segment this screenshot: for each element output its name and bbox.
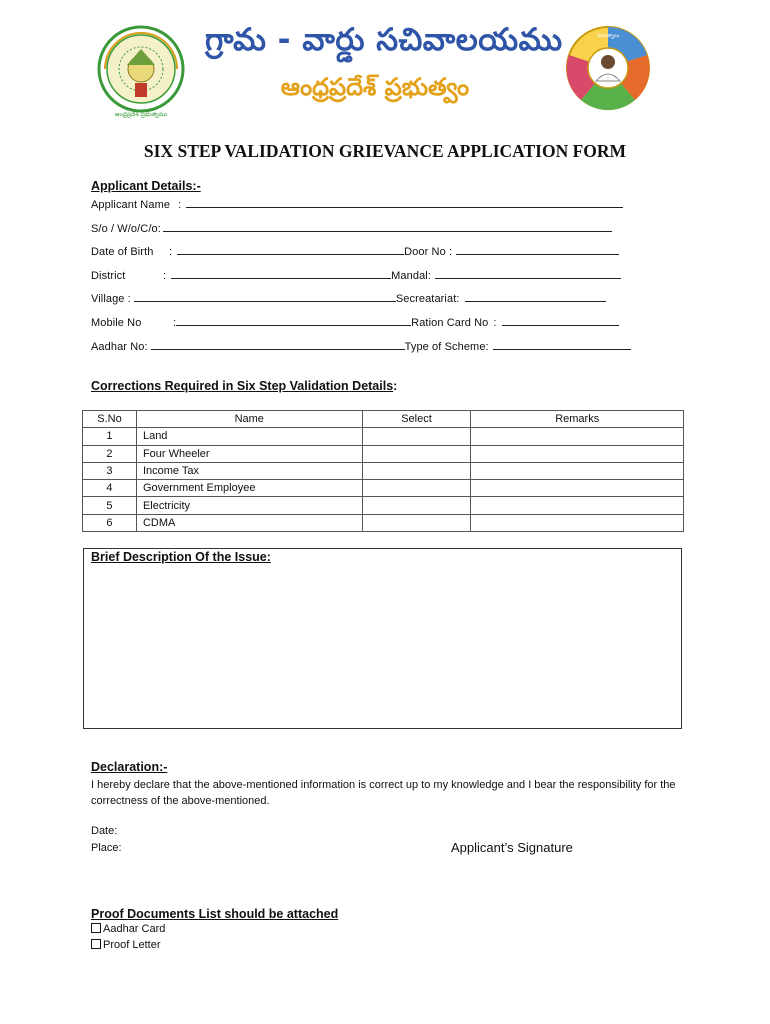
row-remarks-cell[interactable] [471,445,684,462]
column-header-name: Name [136,411,362,428]
row-remarks-cell[interactable] [471,462,684,479]
place-label: Place: [91,842,122,854]
table-row [83,462,684,479]
row-select-cell[interactable] [362,445,471,462]
row-remarks-cell[interactable] [471,480,684,497]
table-row [83,480,684,497]
colon: : [163,270,167,282]
description-box[interactable] [83,548,682,729]
checkbox-icon[interactable] [91,923,101,933]
row-remarks-cell[interactable] [471,428,684,445]
row-sno: 5 [83,497,137,514]
aadhar-label: Aadhar No: [91,341,148,353]
ap-government-emblem-icon [97,25,185,119]
mandal-label: Mandal: [391,270,431,282]
village-label: Village : [91,293,131,305]
applicant-name-label: Applicant Name [91,199,171,211]
village-field[interactable] [134,291,396,302]
table-row [83,428,684,445]
mandal-field[interactable] [435,268,621,279]
proof-item-letter [91,939,160,951]
proof-documents-heading: Proof Documents List should be attached [91,907,339,921]
row-name: Four Wheeler [136,445,362,462]
form-title: SIX STEP VALIDATION GRIEVANCE APPLICATION FORM [143,141,627,161]
corrections-heading [91,379,397,393]
mobile-label: Mobile No [91,317,142,329]
declaration-heading: Declaration:- [91,760,168,774]
row-sno: 2 [83,445,137,462]
description-heading: Brief Description Of the Issue: [91,550,271,564]
aadhar-scheme-row [91,339,631,353]
table-header-row [83,411,684,428]
row-select-cell[interactable] [362,428,471,445]
row-sno: 3 [83,462,137,479]
aadhar-field[interactable] [151,339,405,350]
relation-row [91,221,612,235]
colon: : [493,317,497,329]
row-sno: 4 [83,480,137,497]
colon: : [169,246,173,258]
row-name: Land [136,428,362,445]
table-row [83,497,684,514]
secretariat-field[interactable] [465,291,606,302]
row-name: Electricity [136,497,362,514]
row-select-cell[interactable] [362,497,471,514]
row-select-cell[interactable] [362,514,471,531]
row-sno: 1 [83,428,137,445]
checkbox-icon[interactable] [91,939,101,949]
navaratnalu-seal-icon [565,25,651,111]
column-header-sno: S.No [83,411,137,428]
proof-item-label: Aadhar Card [103,923,166,935]
ration-field[interactable] [502,315,619,326]
table-row [83,514,684,531]
door-field[interactable] [456,244,619,255]
mobile-ration-row [91,315,619,329]
district-mandal-row [91,268,621,282]
village-secretariat-row [91,291,606,305]
relation-field[interactable] [163,221,612,232]
corrections-table [82,410,684,532]
column-header-select: Select [362,411,471,428]
proof-item-label: Proof Letter [103,939,161,951]
corrections-heading-colon: : [393,379,398,393]
table-row [83,445,684,462]
scheme-label: Type of Scheme: [404,341,489,353]
applicant-details-heading: Applicant Details:- [91,179,201,193]
telugu-subtitle: ఆంధ్రప్రదేశ్ ప్రభుత్వం [280,73,470,101]
row-name: Government Employee [136,480,362,497]
dob-label: Date of Birth [91,246,154,258]
colon: : [173,317,177,329]
column-header-remarks: Remarks [471,411,684,428]
row-select-cell[interactable] [362,462,471,479]
row-remarks-cell[interactable] [471,514,684,531]
mobile-field[interactable] [176,315,411,326]
relation-label: S/o / W/o/C/o: [91,223,161,235]
row-sno: 6 [83,514,137,531]
row-select-cell[interactable] [362,480,471,497]
secretariat-label: Secreatariat: [395,293,460,305]
row-name: Income Tax [136,462,362,479]
door-label: Door No : [404,246,453,258]
ration-label: Ration Card No [411,317,489,329]
corrections-heading-text: Corrections Required in Six Step Validation Details [91,379,394,393]
row-name: CDMA [136,514,362,531]
row-remarks-cell[interactable] [471,497,684,514]
telugu-title: గ్రామ - వార్డు సచివాలయము [205,22,563,58]
district-field[interactable] [171,268,391,279]
applicant-name-row [91,197,623,211]
emblem-caption: ఆంధ్రప్రదేశ్ ప్రభుత్వము [114,111,168,118]
district-label: District [91,270,126,282]
dob-field[interactable] [177,244,404,255]
applicant-signature-label: Applicant’s Signature [451,840,573,855]
declaration-text: I hereby declare that the above-mentioned information is correct up to my knowledge and I bear the responsibility for the correctness of the above-mentioned. [91,779,676,807]
seal-caption: నవరత్నాలు [596,33,620,39]
dob-door-row [91,244,619,258]
colon: : [178,199,182,211]
date-label: Date: [91,825,118,837]
scheme-field[interactable] [493,339,631,350]
proof-item-aadhar [91,923,165,935]
applicant-name-field[interactable] [186,197,623,208]
